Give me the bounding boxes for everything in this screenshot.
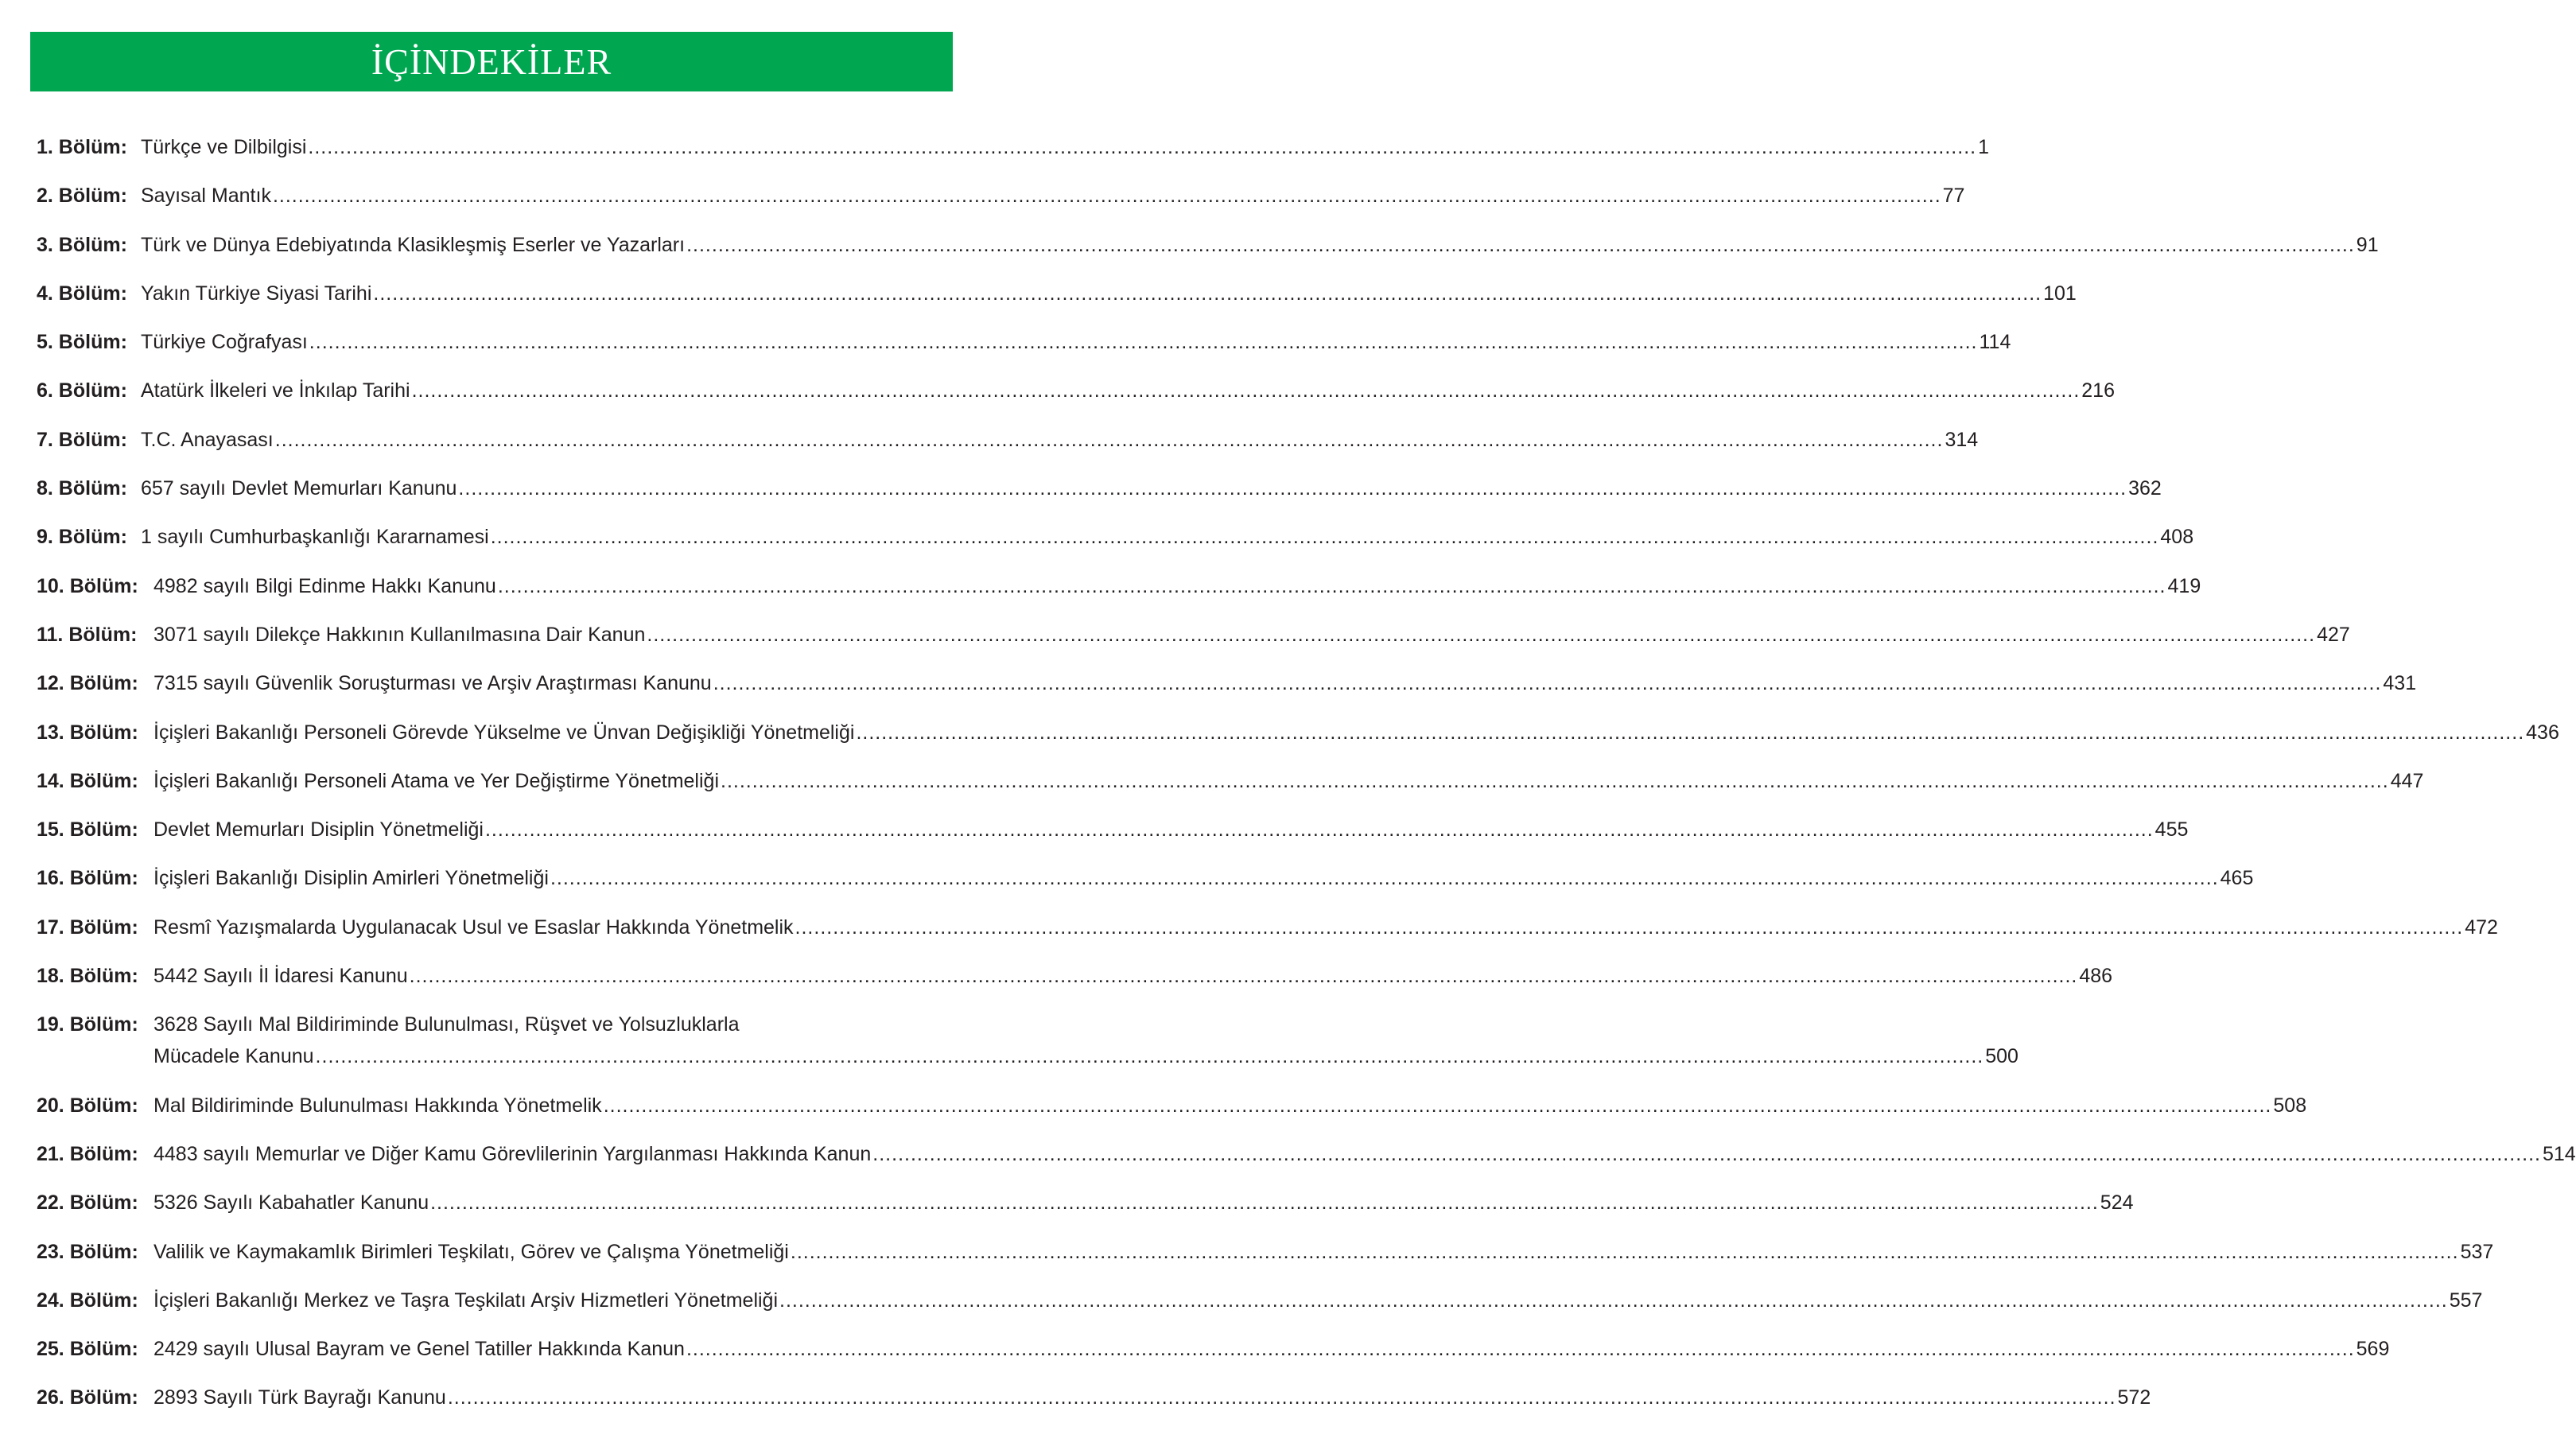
page-number: 572 [2117, 1386, 2151, 1409]
dot-leader [550, 862, 2219, 894]
chapter-title: 7315 sayılı Güvenlik Soruşturması ve Arşiv Araştırması Kanunu [153, 672, 712, 695]
chapter-number: 22. Bölüm: [37, 1191, 138, 1215]
chapter-title-continuation: Mücadele Kanunu [153, 1045, 314, 1068]
dot-leader [686, 229, 2355, 261]
chapter-title: 5326 Sayılı Kabahatler Kanunu [153, 1191, 429, 1215]
dot-leader [872, 1138, 2541, 1170]
page-number: 486 [2079, 965, 2113, 988]
toc-entry[interactable] [37, 1333, 2390, 1365]
page-number: 216 [2081, 379, 2115, 402]
chapter-title: 4982 sayılı Bilgi Edinme Hakkı Kanunu [153, 574, 496, 597]
page-number: 1 [1978, 136, 1989, 158]
toc-entry[interactable] [37, 814, 2189, 845]
chapter-title: Mal Bildiriminde Bulunulması Hakkında Yönetmelik [153, 1094, 602, 1117]
dot-leader [273, 180, 1941, 212]
toc-entry[interactable] [37, 912, 2498, 943]
page-number: 314 [1945, 428, 1979, 451]
page-number: 114 [1979, 331, 2011, 354]
page-number: 569 [2356, 1338, 2390, 1361]
chapter-number: 26. Bölüm: [37, 1386, 138, 1409]
chapter-number: 8. Bölüm: [37, 477, 127, 500]
toc-entry[interactable] [37, 131, 1989, 163]
chapter-number: 10. Bölüm: [37, 574, 138, 597]
toc-entry[interactable] [37, 1138, 2576, 1170]
dot-leader [721, 765, 2389, 797]
page-number: 500 [1985, 1045, 2018, 1068]
page-number: 419 [2167, 574, 2201, 597]
dot-leader [498, 570, 2166, 602]
page-number: 77 [1942, 185, 1965, 208]
chapter-title: T.C. Anayasası [141, 428, 274, 451]
chapter-title: Türk ve Dünya Edebiyatında Klasikleşmiş Eserler ve Yazarları [141, 233, 686, 256]
chapter-title: 3628 Sayılı Mal Bildiriminde Bulunulması, Rüşvet ve Yolsuzluklarla [153, 1013, 740, 1036]
toc-entry[interactable] [37, 1187, 2134, 1219]
chapter-title: 657 sayılı Devlet Memurları Kanunu [141, 477, 457, 500]
chapter-title: 3071 sayılı Dilekçe Hakkının Kullanılmasına Dair Kanun [153, 623, 646, 646]
dot-leader [491, 521, 2159, 553]
dot-leader [647, 619, 2315, 651]
toc-entry[interactable] [37, 765, 2424, 797]
toc-entry[interactable] [37, 1285, 2483, 1316]
chapter-title: Türkiye Coğrafyası [141, 331, 308, 354]
dot-leader [856, 717, 2524, 748]
chapter-title: 2893 Sayılı Türk Bayrağı Kanunu [153, 1386, 446, 1409]
toc-entry[interactable] [37, 1382, 2151, 1413]
dot-leader [458, 472, 2127, 504]
toc-entry[interactable] [37, 229, 2379, 261]
page-number: 101 [2043, 282, 2077, 305]
dot-leader [713, 667, 2382, 699]
chapter-title: İçişleri Bakanlığı Disiplin Amirleri Yönetmeliği [153, 867, 549, 890]
chapter-number: 11. Bölüm: [37, 623, 138, 646]
chapter-title: Yakın Türkiye Siyasi Tarihi [141, 282, 372, 305]
chapter-title: İçişleri Bakanlığı Personeli Görevde Yükselme ve Ünvan Değişikliği Yönetmeliği [153, 721, 855, 744]
page-number: 427 [2317, 623, 2350, 646]
chapter-number: 19. Bölüm: [37, 1013, 138, 1036]
page-number: 524 [2100, 1191, 2134, 1215]
page-number: 91 [2356, 233, 2379, 256]
dot-leader [779, 1285, 2448, 1316]
dot-leader [686, 1333, 2355, 1365]
toc-entry[interactable] [37, 717, 2559, 748]
chapter-number: 9. Bölüm: [37, 526, 127, 549]
chapter-title: İçişleri Bakanlığı Personeli Atama ve Yer Değiştirme Yönetmeliği [153, 769, 719, 792]
toc-entry[interactable] [37, 521, 2194, 553]
chapter-number: 21. Bölüm: [37, 1142, 138, 1165]
page-number: 436 [2526, 721, 2559, 744]
chapter-number: 2. Bölüm: [37, 185, 127, 208]
chapter-number: 23. Bölüm: [37, 1240, 138, 1263]
chapter-number: 25. Bölüm: [37, 1338, 138, 1361]
page-number: 465 [2220, 867, 2254, 890]
toc-entry[interactable] [37, 472, 2162, 504]
toc-entry[interactable] [37, 1009, 2018, 1072]
chapter-number: 13. Bölüm: [37, 721, 138, 744]
dot-leader [373, 278, 2042, 309]
chapter-number: 15. Bölüm: [37, 818, 138, 842]
table-of-contents [37, 131, 2576, 1431]
toc-entry[interactable] [37, 619, 2350, 651]
dot-leader [308, 131, 1976, 163]
chapter-title: Türkçe ve Dilbilgisi [141, 136, 307, 158]
page-number: 514 [2542, 1142, 2576, 1165]
dot-leader [410, 960, 2078, 992]
dot-leader [412, 375, 2081, 406]
page-number: 508 [2273, 1094, 2307, 1117]
chapter-title: Valilik ve Kaymakamlık Birimleri Teşkilatı, Görev ve Çalışma Yönetmeliği [153, 1240, 789, 1263]
toc-entry[interactable] [37, 1090, 2307, 1121]
chapter-number: 14. Bölüm: [37, 769, 138, 792]
chapter-number: 6. Bölüm: [37, 379, 127, 402]
dot-leader [430, 1187, 2099, 1219]
page-number: 447 [2390, 769, 2424, 792]
chapter-number: 18. Bölüm: [37, 965, 138, 988]
page-number: 408 [2160, 526, 2194, 549]
dot-leader [448, 1382, 2116, 1413]
dot-leader [485, 814, 2154, 845]
page-number: 557 [2449, 1289, 2483, 1312]
chapter-number: 1. Bölüm: [37, 136, 127, 158]
page-number: 537 [2460, 1240, 2494, 1263]
dot-leader [791, 1236, 2459, 1268]
toc-entry[interactable] [37, 570, 2201, 602]
page-number: 362 [2128, 477, 2162, 500]
page-number: 472 [2465, 915, 2498, 939]
dot-leader [604, 1090, 2272, 1121]
page-title: İÇİNDEKİLER [371, 41, 612, 82]
chapter-title: Atatürk İlkeleri ve İnkılap Tarihi [141, 379, 410, 402]
page-number: 431 [2383, 672, 2417, 695]
dot-leader [309, 326, 1978, 358]
chapter-title: Devlet Memurları Disiplin Yönetmeliği [153, 818, 484, 842]
chapter-number: 4. Bölüm: [37, 282, 127, 305]
chapter-number: 20. Bölüm: [37, 1094, 138, 1117]
chapter-title: Resmî Yazışmalarda Uygulanacak Usul ve Esaslar Hakkında Yönetmelik [153, 915, 794, 939]
chapter-number: 12. Bölüm: [37, 672, 138, 695]
chapter-number: 5. Bölüm: [37, 331, 127, 354]
chapter-title: İçişleri Bakanlığı Merkez ve Taşra Teşkilatı Arşiv Hizmetleri Yönetmeliği [153, 1289, 779, 1312]
dot-leader [275, 424, 1944, 456]
toc-entry[interactable] [37, 326, 2011, 358]
header-banner [30, 32, 953, 91]
chapter-number: 7. Bölüm: [37, 428, 127, 451]
chapter-number: 17. Bölüm: [37, 915, 138, 939]
toc-entry[interactable] [37, 862, 2254, 894]
toc-entry[interactable] [37, 375, 2115, 406]
toc-entry[interactable] [37, 424, 1979, 456]
chapter-number: 24. Bölüm: [37, 1289, 138, 1312]
toc-entry[interactable] [37, 1236, 2494, 1268]
dot-leader [795, 912, 2464, 943]
toc-entry[interactable] [37, 180, 1965, 212]
chapter-title: 4483 sayılı Memurlar ve Diğer Kamu Görevlilerinin Yargılanması Hakkında Kanun [153, 1142, 872, 1165]
chapter-title: 5442 Sayılı İl İdaresi Kanunu [153, 965, 408, 988]
chapter-title: 2429 sayılı Ulusal Bayram ve Genel Tatiller Hakkında Kanun [153, 1338, 685, 1361]
toc-entry[interactable] [37, 960, 2113, 992]
dot-leader [316, 1040, 1984, 1072]
toc-entry[interactable] [37, 667, 2417, 699]
chapter-title: 1 sayılı Cumhurbaşkanlığı Kararnamesi [141, 526, 489, 549]
chapter-number: 16. Bölüm: [37, 867, 138, 890]
chapter-number: 3. Bölüm: [37, 233, 127, 256]
page-number: 455 [2154, 818, 2189, 842]
toc-entry[interactable] [37, 278, 2077, 309]
chapter-title: Sayısal Mantık [141, 185, 271, 208]
